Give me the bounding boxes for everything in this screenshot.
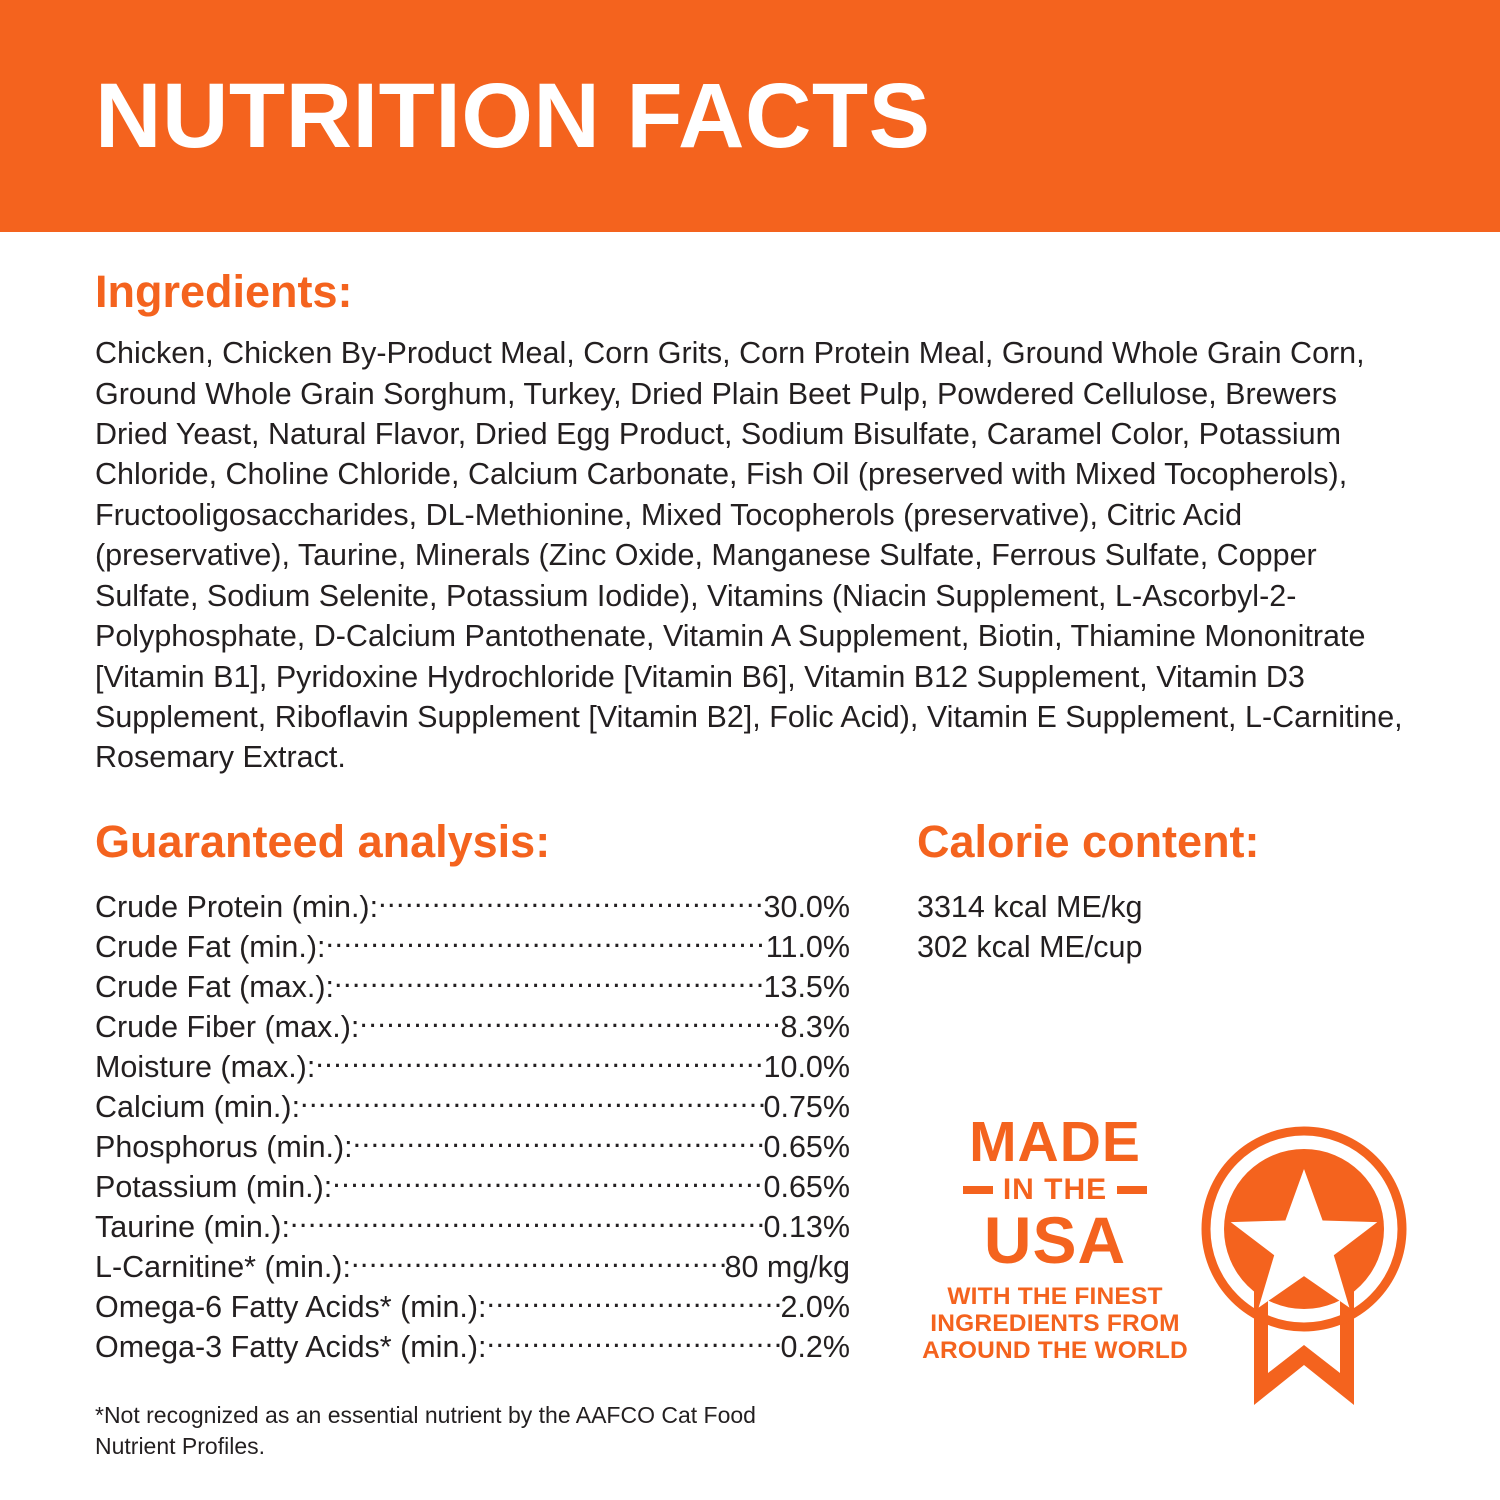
calorie-content-heading: Calorie content: bbox=[917, 816, 1260, 867]
nutrient-label: Moisture (max.): bbox=[95, 1050, 316, 1085]
nutrient-label: Crude Fat (max.): bbox=[95, 970, 334, 1005]
dot-leader bbox=[487, 1327, 781, 1357]
nutrient-value: 30.0% bbox=[763, 890, 850, 925]
nutrient-label: Crude Fat (min.): bbox=[95, 930, 326, 965]
nutrient-value: 2.0% bbox=[780, 1290, 850, 1325]
nutrient-label: Omega-6 Fatty Acids* (min.): bbox=[95, 1290, 487, 1325]
table-row bbox=[95, 967, 850, 1007]
nutrient-value: 13.5% bbox=[763, 970, 850, 1005]
dot-leader bbox=[353, 1127, 764, 1157]
table-row bbox=[95, 1167, 850, 1207]
dot-leader bbox=[487, 1287, 781, 1317]
nutrient-value: 8.3% bbox=[780, 1010, 850, 1045]
table-row bbox=[95, 1247, 850, 1287]
dot-leader bbox=[315, 1047, 763, 1077]
dot-leader bbox=[332, 1167, 763, 1197]
badge-subtext-line2: INGREDIENTS FROM bbox=[930, 1309, 1180, 1337]
dot-leader bbox=[290, 1207, 764, 1237]
star-seal-ribbon-icon bbox=[1198, 1123, 1410, 1413]
table-row bbox=[95, 1007, 850, 1047]
badge-subtext-line3: AROUND THE WORLD bbox=[922, 1336, 1188, 1364]
table-row bbox=[95, 1047, 850, 1087]
dot-leader bbox=[359, 1007, 780, 1037]
dot-leader bbox=[326, 927, 766, 957]
dash-left-icon bbox=[963, 1186, 993, 1194]
nutrient-label: Calcium (min.): bbox=[95, 1090, 301, 1125]
dash-right-icon bbox=[1117, 1186, 1147, 1194]
ingredients-text: Chicken, Chicken By-Product Meal, Corn Grits, Corn Protein Meal, Ground Whole Grain Corn, Ground Whole Grain Sorghum, Turkey, Dried Plain Beet Pulp, Powdered Cellulose, Brewers Dried Yeast, Natural Flavor, Dried Egg Product, Sodium Bisulfate, Caramel Color, Potassium Chloride, Choline Chloride, Calcium Carbonate, Fish Oil (preserved with Mixed Tocopherols), Fructooligosaccharides, DL-Methionine, Mixed Tocopherols (preservative), Citric Acid (preservative), Taurine, Minerals (Zinc Oxide, Manganese Sulfate, Ferrous Sulfate, Copper Sulfate, Sodium Selenite, Potassium Iodide), Vitamins (Niacin Supplement, L-Ascorbyl-2-Polyphosphate, D-Calcium Pantothenate, Vitamin A Supplement, Biotin, Thiamine Mononitrate [Vitamin B1], Pyridoxine Hydrochloride [Vitamin B6], Vitamin B12 Supplement, Vitamin D3 Supplement, Riboflavin Supplement [Vitamin B2], Folic Acid), Vitamin E Supplement, L-Carnitine, Rosemary Extract. bbox=[95, 336, 1403, 775]
table-row bbox=[95, 927, 850, 967]
nutrient-label: Omega-3 Fatty Acids* (min.): bbox=[95, 1330, 487, 1365]
badge-in-the-row bbox=[920, 1172, 1190, 1206]
table-row bbox=[95, 1207, 850, 1247]
dot-leader bbox=[300, 1087, 763, 1117]
guaranteed-analysis-section bbox=[95, 818, 855, 1367]
nutrient-value: 0.65% bbox=[763, 1130, 850, 1165]
nutrient-label: Potassium (min.): bbox=[95, 1170, 333, 1205]
table-row bbox=[95, 1127, 850, 1167]
table-row bbox=[95, 1327, 850, 1367]
nutrient-value: 0.75% bbox=[763, 1090, 850, 1125]
badge-subtext-line1: WITH THE FINEST bbox=[947, 1282, 1163, 1310]
calorie-line-cup: 302 kcal ME/cup bbox=[917, 930, 1143, 965]
nutrient-value: 0.13% bbox=[763, 1210, 850, 1245]
nutrient-value: 0.2% bbox=[780, 1330, 850, 1365]
made-in-usa-text bbox=[920, 1110, 1190, 1364]
table-row bbox=[95, 1287, 850, 1327]
dot-leader bbox=[378, 887, 763, 917]
header-banner bbox=[0, 0, 1500, 232]
nutrient-label: Crude Fiber (max.): bbox=[95, 1010, 360, 1045]
nutrient-label: L-Carnitine* (min.): bbox=[95, 1250, 351, 1285]
nutrient-label: Phosphorus (min.): bbox=[95, 1130, 353, 1165]
ingredients-section bbox=[95, 268, 1407, 778]
calorie-content-section bbox=[855, 818, 1407, 967]
made-in-usa-badge bbox=[920, 1110, 1410, 1425]
table-row bbox=[95, 887, 850, 927]
guaranteed-analysis-heading: Guaranteed analysis: bbox=[95, 816, 551, 867]
nutrient-value: 11.0% bbox=[765, 930, 850, 965]
nutrient-value: 80 mg/kg bbox=[724, 1250, 850, 1285]
guaranteed-analysis-list bbox=[95, 887, 850, 1367]
ingredients-heading: Ingredients: bbox=[95, 266, 353, 317]
page-title: NUTRITION FACTS bbox=[95, 65, 931, 167]
badge-usa-label: USA bbox=[983, 1202, 1127, 1277]
dot-leader bbox=[334, 967, 764, 997]
badge-made-label: MADE bbox=[969, 1110, 1141, 1174]
nutrient-label: Crude Protein (min.): bbox=[95, 890, 379, 925]
badge-subtext bbox=[920, 1283, 1190, 1364]
guaranteed-analysis-footnote: *Not recognized as an essential nutrient by the AAFCO Cat Food Nutrient Profiles. bbox=[95, 1402, 756, 1459]
nutrient-label: Taurine (min.): bbox=[95, 1210, 290, 1245]
table-row bbox=[95, 1087, 850, 1127]
badge-in-the-label: IN THE bbox=[1002, 1172, 1108, 1206]
dot-leader bbox=[351, 1247, 725, 1277]
nutrient-value: 0.65% bbox=[763, 1170, 850, 1205]
nutrient-value: 10.0% bbox=[763, 1050, 850, 1085]
calorie-line-kg: 3314 kcal ME/kg bbox=[917, 890, 1143, 925]
